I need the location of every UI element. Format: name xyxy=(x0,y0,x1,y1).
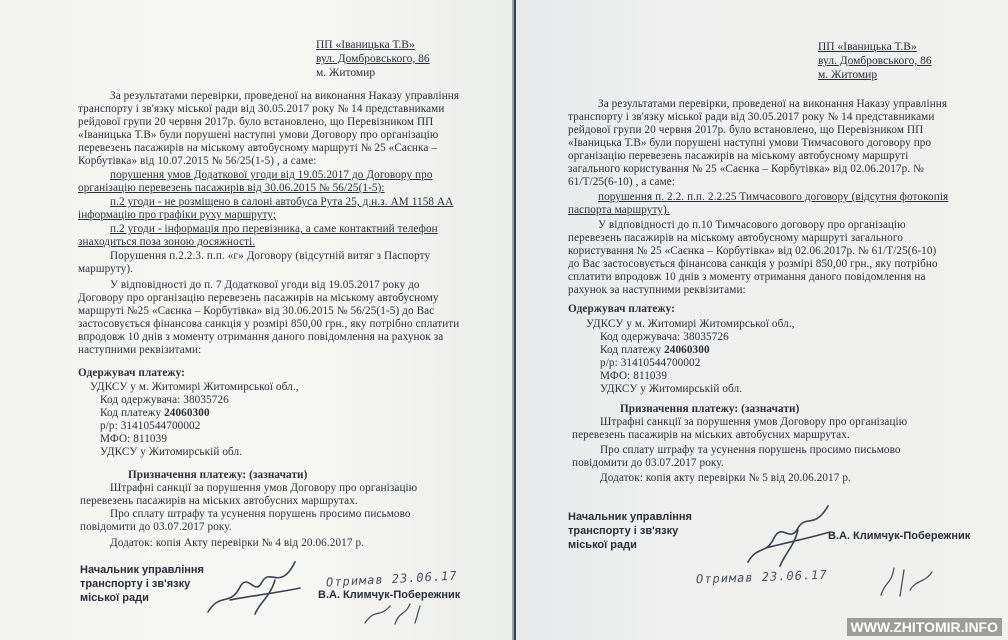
left-recipient-street: вул. Домбровського, 86 xyxy=(316,53,430,65)
left-body-line: маршруту). xyxy=(78,263,134,275)
right-body-line: 61/Т/25(6-10) , а саме: xyxy=(568,176,676,188)
left-body-line: знаходиться поза зоною досяжності. xyxy=(78,236,256,248)
right-recipient-name: ПП «Іваницька Т.В» xyxy=(818,41,917,53)
left-body-line: перевезень пасажирів на міському автобусному маршруті № 25 «Саєнка – xyxy=(78,142,438,154)
right-signer-name: В.А. Климчук-Побережник xyxy=(828,530,971,542)
right-body-line: рейдової групи 20 червня 2017р. було встановлено, що Перевізником ПП xyxy=(568,124,924,136)
right-letter-page xyxy=(516,0,1008,640)
left-signer-title: Начальник управління xyxy=(80,564,204,576)
left-body-line: рейдової групи 20 червня 2017р. було встановлено, що Перевізником ПП xyxy=(78,116,434,128)
right-body-line: У відповідності до п.10 Тимчасового договору про організацію xyxy=(598,219,906,231)
left-payment-code: 24060300 xyxy=(164,407,210,419)
left-signature-icon xyxy=(200,552,310,622)
right-body-line: до Вас застосовується фінансова санкція у розмірі 850,00 грн., яку потрібно xyxy=(568,258,938,270)
left-body-line: п.2 угоди - не розміщено в салоні автобуса Рута 25, д.н.з. АМ 1158 АА xyxy=(110,196,454,208)
right-payee-code-label: Код платежу xyxy=(600,344,665,356)
left-closing-line: перевезень пасажирів на міських автобусних маршрутах. xyxy=(80,495,358,507)
left-body-line: організацію перевезень пасажирів від 30.06.2015 № 56/25(1-5): xyxy=(78,182,385,194)
left-payee-line: р/р: 31410544700002 xyxy=(100,420,201,432)
right-payee-heading: Одержувач платежу: xyxy=(568,303,675,315)
left-closing-line: повідомити до 03.07.2017 року. xyxy=(80,521,232,533)
left-body-line: За результатами перевірки, проведеної на виконання Наказу управління xyxy=(110,90,460,102)
right-signer-title: міської ради xyxy=(568,539,637,551)
right-body-line: транспорту і зв'язку міської ради від 30.05.2017 року № 14 представниками xyxy=(568,111,935,123)
left-body-line: «Іваницька Т.В» були порушені наступні умови Договору про організацію xyxy=(78,129,439,141)
right-recipient-street: вул. Домбровського, 86 xyxy=(818,55,932,67)
left-body-line: впродовж 10 днів з моменту отримання даного повідомлення на рахунок за xyxy=(78,331,444,343)
right-closing-line: Про сплату штрафу та усунення порушень просимо письмово xyxy=(600,444,901,456)
right-body-line: порушення п. 2.2. п.п. 2.2.25 Тимчасового договору (відсутня фотокопія xyxy=(598,191,949,203)
right-payee-line: УДКСУ у Житомирській обл. xyxy=(600,383,743,395)
left-closing-line: Штрафні санкції за порушення умов Договору про організацію xyxy=(110,482,418,494)
right-payee-line: Код одержувача: 38035726 xyxy=(600,331,729,343)
left-body-line: Корбутівка» від 10.07.2015 № 56/25(1-5) , а саме: xyxy=(78,155,317,167)
right-handwritten-receipt: Отримав 23.06.17 xyxy=(695,567,828,587)
left-body-line: транспорту і зв'язку міської ради від 30.05.2017 року № 14 представниками xyxy=(78,103,445,115)
right-body-line: За результатами перевірки, проведеної на виконання Наказу управління xyxy=(598,98,948,110)
left-attachment-line: Додаток: копія Акту перевірки № 4 від 20.06.2017 р. xyxy=(110,537,365,549)
right-closing-line: повідомити до 03.07.2017 року. xyxy=(572,457,724,469)
right-body-line: організацію перевезень пасажирів на міському автобусному маршруті xyxy=(568,150,909,162)
right-payee-code-row xyxy=(600,344,710,357)
right-body-line: сплатити впродовж 10 днів з моменту отримання даного повідомлення на xyxy=(568,271,926,283)
right-payee-line: р/р: 31410544700002 xyxy=(600,357,701,369)
left-payee-line: УДКСУ у м. Житомирі Житомирської обл., xyxy=(90,381,299,393)
right-purpose-heading: Призначення платежу: (зазначати) xyxy=(620,403,800,415)
right-closing-line: перевезень пасажирів на міських автобусних маршрутах. xyxy=(572,429,850,441)
left-signer-title: міської ради xyxy=(80,592,149,604)
right-body-line: рахунок за наступними реквізитами: xyxy=(568,284,746,296)
left-body-line: інформацію про графіки руху маршруту; xyxy=(78,209,277,221)
right-body-line: паспорта маршруту). xyxy=(568,204,670,216)
right-payee-line: МФО: 811039 xyxy=(600,370,668,382)
right-signer-title: Начальник управління xyxy=(568,511,692,523)
left-payee-line: УДКСУ у Житомирській обл. xyxy=(100,446,243,458)
right-scribble-icon xyxy=(876,560,956,600)
site-watermark: WWW.ZHITOMIR.INFO xyxy=(847,618,1003,636)
left-scribble-icon xyxy=(360,598,440,628)
right-recipient-city: м. Житомир xyxy=(818,69,878,81)
right-payee-line: УДКСУ у м. Житомирі Житомирської обл., xyxy=(586,318,795,330)
left-payee-line: МФО: 811039 xyxy=(100,433,168,445)
left-payee-heading: Одержувач платежу: xyxy=(78,367,185,379)
right-body-line: загального користування № 25 «Саєнка – Корбутівка» від 02.06.2017р. № xyxy=(568,163,924,175)
left-signer-name: В.А. Климчук-Побережник xyxy=(318,589,461,601)
left-body-line: п.2 угоди - інформація про перевізника, а саме контактний телефон xyxy=(110,223,438,235)
right-payment-code: 24060300 xyxy=(664,344,710,356)
left-payee-code-label: Код платежу xyxy=(100,407,165,419)
right-body-line: перевезень пасажирів на міському автобусному маршруті загального xyxy=(568,232,903,244)
left-body-line: Порушення п.2.2.3. п.п. «г» Договору (відсутній витяг з Паспорту xyxy=(110,250,431,262)
left-recipient-city: м. Житомир xyxy=(316,67,376,79)
left-body-line: порушення умов Додаткової угоди від 19.05.2017 до Договору про xyxy=(110,169,433,181)
left-payee-line: Код одержувача: 38035726 xyxy=(100,394,229,406)
left-body-line: застосовується фінансова санкція у розмірі 850,00 грн., яку потрібно сплатити xyxy=(78,318,460,330)
left-body-line: маршруті №25 «Саєнка – Корбутівка» від 30.06.2015 № 56/25(1-5) до Вас xyxy=(78,305,435,317)
left-body-line: У відповідності до п. 7 Додаткової угоди від 19.05.2017 року до xyxy=(110,279,420,291)
left-handwritten-receipt: Отримав 23.06.17 xyxy=(325,568,458,590)
right-signer-title: транспорту і зв'язку xyxy=(568,525,679,537)
right-signature-icon xyxy=(738,500,838,570)
left-body-line: наступними реквізитами: xyxy=(78,344,202,356)
left-closing-line: Про сплату штрафу та усунення порушень просимо письмово xyxy=(110,508,411,520)
right-closing-line: Штрафні санкції за порушення умов Договору про організацію xyxy=(600,416,908,428)
right-body-line: користування № 25 «Саєнка – Корбутівка» від 02.06.2017р. № 61/Т/25(6-10) xyxy=(568,245,937,257)
right-attachment-line: Додаток: копія акту перевірки № 5 від 20.06.2017 р. xyxy=(600,472,851,484)
left-body-line: Договору про організацію перевезень пасажирів на міському автобусному xyxy=(78,292,439,304)
left-purpose-heading: Призначення платежу: (зазначати) xyxy=(128,469,308,481)
left-signer-title: транспорту і зв'язку xyxy=(80,578,191,590)
right-body-line: «Іваницька Т.В» були порушені наступні умови Тимчасового договору про xyxy=(568,137,932,149)
left-recipient-name: ПП «Іваницька Т.В» xyxy=(316,39,415,51)
left-payee-code-row xyxy=(100,407,210,420)
